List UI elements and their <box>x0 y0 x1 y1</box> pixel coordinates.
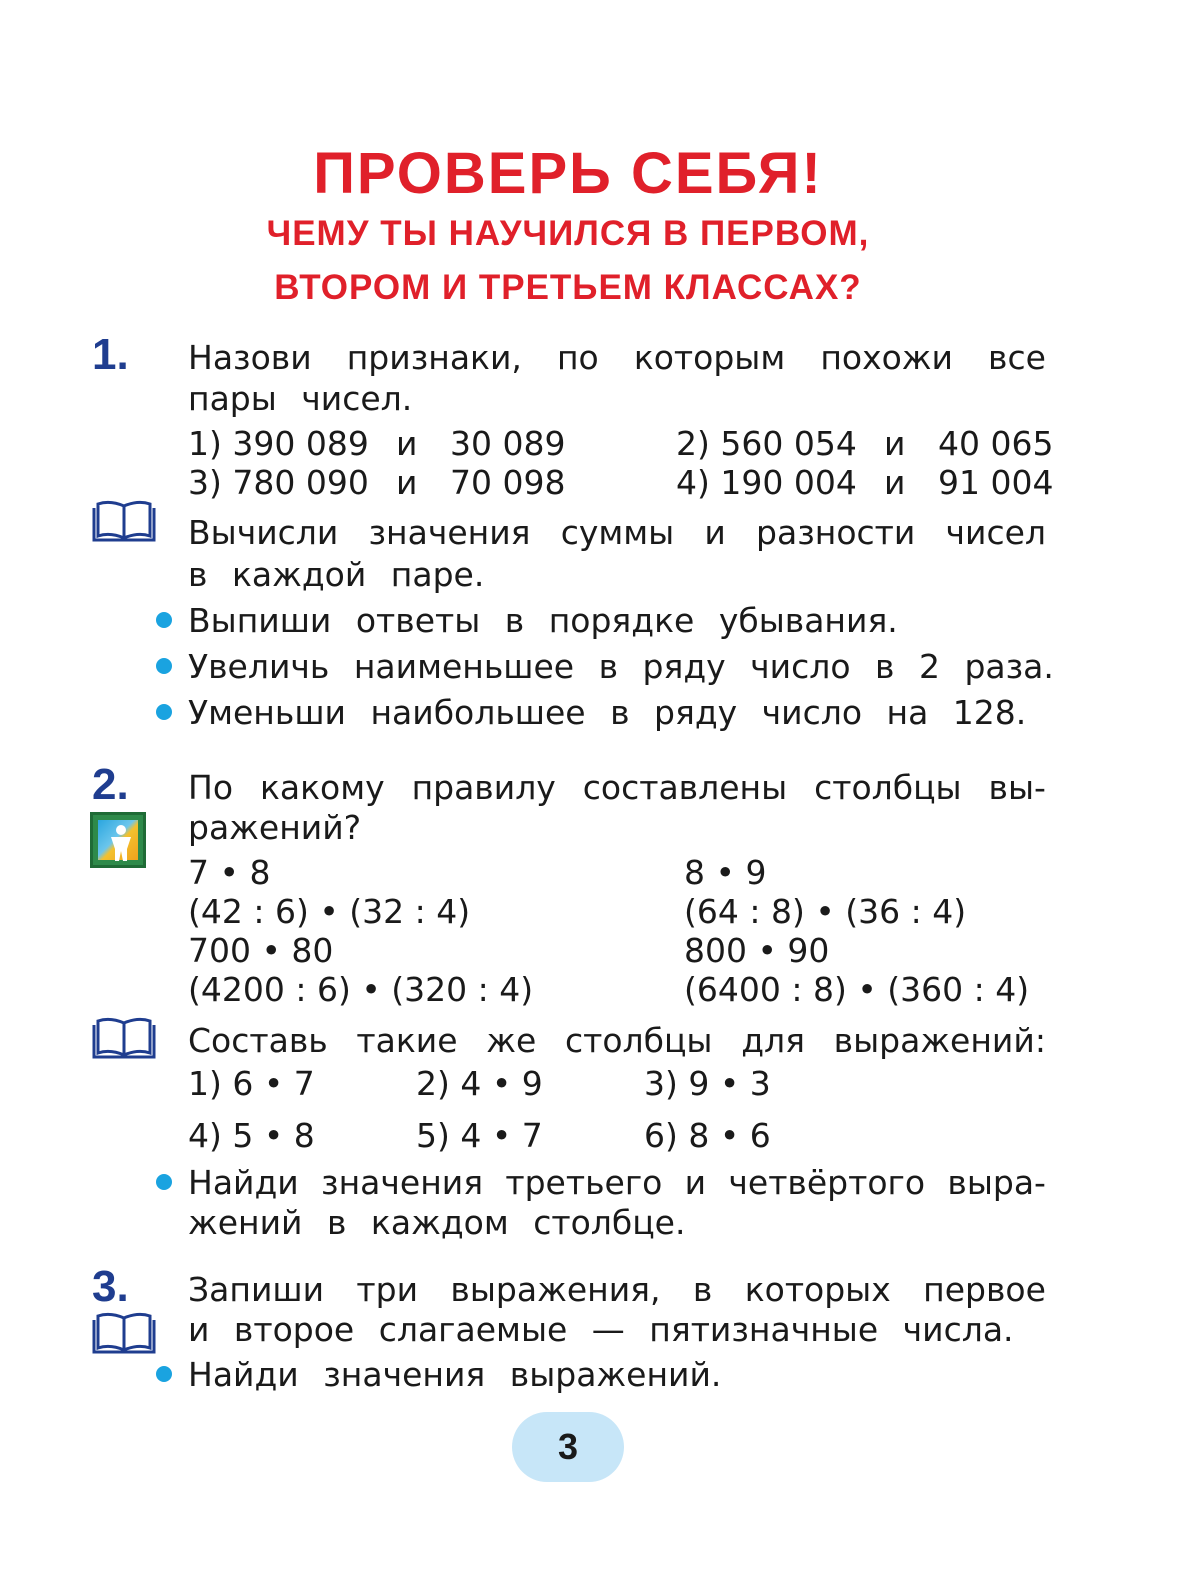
task3-bullet: Найди значения выражений. <box>188 1355 722 1394</box>
word: выражений: <box>833 1021 1046 1060</box>
word: и <box>704 513 726 552</box>
word: выражения, <box>450 1270 661 1309</box>
right-column-expr-1: 8 • 9 <box>684 853 767 892</box>
word: Назови <box>188 338 312 377</box>
bullet-dot <box>156 704 172 720</box>
right-column-expr-3: 800 • 90 <box>684 931 830 970</box>
word: какому <box>259 768 385 807</box>
task1-compute-line1 <box>188 513 1046 553</box>
bullet-dot <box>156 658 172 674</box>
word: правилу <box>411 768 556 807</box>
task2-bullet-line1 <box>188 1163 1046 1203</box>
left-column-expr-3: 700 • 80 <box>188 931 334 970</box>
task3-number: 3. <box>92 1262 129 1311</box>
left-column-expr-1: 7 • 8 <box>188 853 271 892</box>
task1-number: 1. <box>92 330 129 379</box>
child-icon <box>90 812 146 868</box>
left-column-expr-4: (4200 : 6) • (320 : 4) <box>188 970 534 1009</box>
person-icon <box>103 823 139 863</box>
expression-1: 1) 6 • 7 <box>188 1064 315 1103</box>
page-number: 3 <box>512 1412 624 1482</box>
word: которых <box>744 1270 891 1309</box>
bullet-dot <box>156 1366 172 1382</box>
word: Запиши <box>188 1270 325 1309</box>
word: три <box>356 1270 419 1309</box>
expression-4: 4) 5 • 8 <box>188 1116 315 1155</box>
pair-2-second: 40 065 <box>938 424 1054 463</box>
word: выра- <box>947 1163 1046 1202</box>
page-subtitle-line2: ВТОРОМ И ТРЕТЬЕМ КЛАССАХ? <box>274 268 862 307</box>
task2-number: 2. <box>92 760 129 809</box>
pair-3-second: 70 098 <box>450 463 566 502</box>
task2-question-line2: ражений? <box>188 808 362 847</box>
pair-1-and: и <box>396 424 418 463</box>
word: признаки, <box>346 338 522 377</box>
word: четвёртого <box>728 1163 926 1202</box>
task2-compose-line <box>188 1021 1046 1061</box>
pair-2-first: 2) 560 054 <box>676 424 857 463</box>
word: составлены <box>582 768 788 807</box>
word: чисел <box>945 513 1046 552</box>
task2-bullet-line2: жений в каждом столбце. <box>188 1203 686 1242</box>
word: для <box>741 1021 805 1060</box>
pair-4-and: и <box>884 463 906 502</box>
expression-6: 6) 8 • 6 <box>644 1116 771 1155</box>
word: третьего <box>505 1163 663 1202</box>
word: похожи <box>820 338 953 377</box>
task1-compute-line2: в каждой паре. <box>188 555 485 594</box>
task3-line1 <box>188 1270 1046 1310</box>
task2-question-line1 <box>188 768 1046 808</box>
word: значения <box>368 513 531 552</box>
task1-bullet-2: Увеличь наименьшее в ряду число в 2 раза. <box>188 647 1054 686</box>
word: разности <box>756 513 916 552</box>
word: все <box>988 338 1046 377</box>
word: же <box>486 1021 537 1060</box>
word: в <box>692 1270 713 1309</box>
word: и <box>684 1163 707 1202</box>
pair-4-first: 4) 190 004 <box>676 463 857 502</box>
task1-bullet-3: Уменьши наибольшее в ряду число на 128. <box>188 693 1027 732</box>
word: Составь <box>188 1021 328 1060</box>
word: столбцы <box>564 1021 713 1060</box>
book-icon <box>90 500 158 544</box>
pair-3-first: 3) 780 090 <box>188 463 369 502</box>
book-icon <box>90 1312 158 1356</box>
pair-4-second: 91 004 <box>938 463 1054 502</box>
right-column-expr-2: (64 : 8) • (36 : 4) <box>684 892 967 931</box>
bullet-dot <box>156 612 172 628</box>
word: которым <box>633 338 786 377</box>
bullet-dot <box>156 1174 172 1190</box>
pair-2-and: и <box>884 424 906 463</box>
expression-2: 2) 4 • 9 <box>416 1064 543 1103</box>
word: значения <box>321 1163 484 1202</box>
expression-5: 5) 4 • 7 <box>416 1116 543 1155</box>
word: Найди <box>188 1163 299 1202</box>
page-title: ПРОВЕРЬ СЕБЯ! <box>313 141 823 206</box>
pair-1-first: 1) 390 089 <box>188 424 369 463</box>
word: такие <box>356 1021 458 1060</box>
task3-line2: и второе слагаемые — пятизначные числа. <box>188 1310 1014 1349</box>
word: столбцы <box>814 768 962 807</box>
task1-question-line1 <box>188 338 1046 378</box>
task1-question-line2: пары чисел. <box>188 379 413 418</box>
left-column-expr-2: (42 : 6) • (32 : 4) <box>188 892 471 931</box>
book-icon <box>90 1017 158 1061</box>
right-column-expr-4: (6400 : 8) • (360 : 4) <box>684 970 1030 1009</box>
page-subtitle-line1: ЧЕМУ ТЫ НАУЧИЛСЯ В ПЕРВОМ, <box>266 214 870 253</box>
word: первое <box>923 1270 1046 1309</box>
word: Вычисли <box>188 513 339 552</box>
pair-3-and: и <box>396 463 418 502</box>
word: По <box>188 768 234 807</box>
pair-1-second: 30 089 <box>450 424 566 463</box>
word: вы- <box>988 768 1046 807</box>
word: по <box>556 338 599 377</box>
expression-3: 3) 9 • 3 <box>644 1064 771 1103</box>
word: суммы <box>560 513 675 552</box>
task1-bullet-1: Выпиши ответы в порядке убывания. <box>188 601 898 640</box>
